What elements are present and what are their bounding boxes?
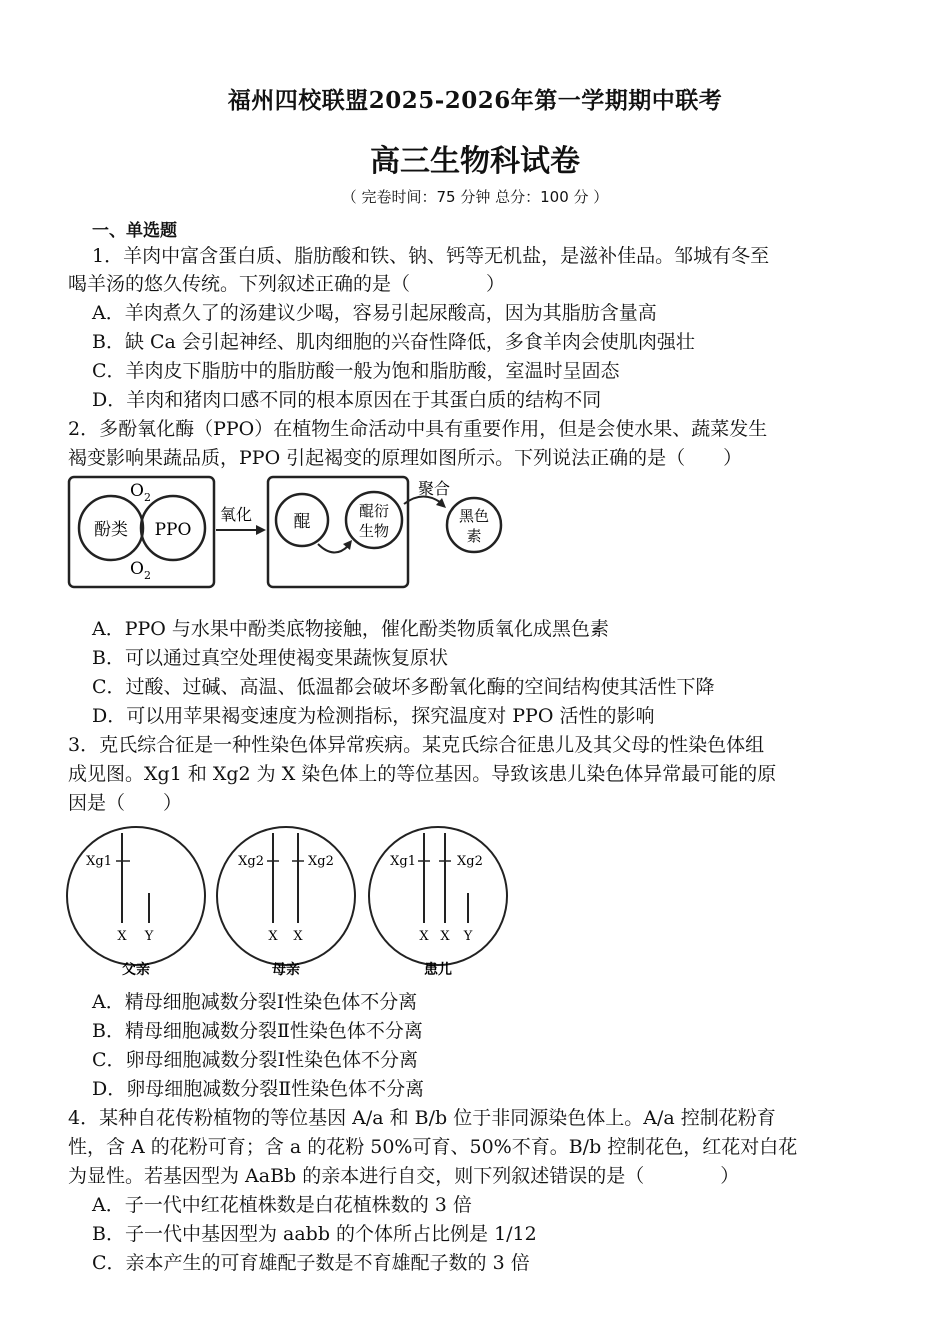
q3-option-a: A．精母细胞减数分裂Ⅰ性染色体不分离 [92, 991, 418, 1013]
o2-bottom-label: $O_2$ [130, 559, 151, 582]
melanin-label-line1: 黑色 [458, 507, 490, 525]
q2-stem-line1: 2．多酚氧化酶（PPO）在植物生命活动中具有重要作用，但是会使水果、蔬菜发生 [68, 418, 768, 440]
q3-stem-line3: 因是（ ） [68, 792, 183, 814]
father-x-label: X [117, 929, 127, 944]
child-label: 患儿 [424, 962, 452, 978]
q4-stem-line2: 性，含 A 的花粉可育；含 a 的花粉 50%可育、50%不育。B/b 控制花色，红花对白花 [68, 1136, 798, 1158]
mother-cell [217, 827, 355, 965]
quinone-label: 醌 [293, 512, 311, 532]
q3-stem-line1: 3．克氏综合征是一种性染色体异常疾病。某克氏综合征患儿及其父母的性染色体组 [68, 734, 765, 756]
q3-option-b: B．精母细胞减数分裂Ⅱ性染色体不分离 [92, 1020, 423, 1042]
oxidize-label: 氧化 [219, 505, 253, 524]
q1-stem-line1: 1．羊肉中富含蛋白质、脂肪酸和铁、钠、钙等无机盐，是滋补佳品。邹城有冬至 [92, 245, 770, 267]
q2-option-b: B．可以通过真空处理使褐变果蔬恢复原状 [92, 647, 448, 669]
exam-time-score-info: （ 完卷时间：75 分钟 总分：100 分 ） [341, 188, 609, 206]
polymerize-label: 聚合 [417, 479, 451, 498]
q1-option-d: D．羊肉和猪肉口感不同的根本原因在于其蛋白质的结构不同 [92, 389, 602, 411]
exam-header-title: 福州四校联盟2025-2026年第一学期期中联考 [227, 87, 723, 114]
derivative-label-line1: 醌衍 [358, 502, 390, 520]
q4-stem-line1: 4．某种自花传粉植物的等位基因 A/a 和 B/b 位于非同源染色体上。A/a 控制花粉育 [68, 1107, 776, 1129]
q3-stem-line2: 成见图。Xg1 和 Xg2 为 X 染色体上的等位基因。导致该患儿染色体异常最可能的原 [68, 763, 777, 785]
father-label: 父亲 [122, 962, 150, 978]
mother-label: 母亲 [272, 962, 300, 978]
q1-option-b: B．缺 Ca 会引起神经、肌肉细胞的兴奋性降低，多食羊肉会使肌肉强壮 [92, 331, 695, 353]
q2-option-d: D．可以用苹果褐变速度为检测指标，探究温度对 PPO 活性的影响 [92, 705, 655, 727]
sex-chromosome-diagram [64, 818, 514, 980]
child-y-label: Y [463, 929, 473, 944]
child-x-label-2: X [440, 929, 450, 944]
ppo-browning-diagram [66, 472, 516, 592]
child-x-label-1: X [419, 929, 429, 944]
child-xg2-label: Xg2 [457, 854, 483, 869]
mother-x-label-1: X [268, 929, 278, 944]
q4-stem-line3: 为显性。若基因型为 AaBb 的亲本进行自交，则下列叙述错误的是（ ） [68, 1165, 740, 1187]
melanin-label-line2: 素 [466, 527, 482, 545]
q2-option-c: C．过酸、过碱、高温、低温都会破坏多酚氧化酶的空间结构使其活性下降 [92, 676, 715, 698]
quinone-to-derivative-arrow [318, 544, 348, 553]
child-xg1-label: Xg1 [390, 854, 416, 869]
q3-option-d: D．卵母细胞减数分裂Ⅱ性染色体不分离 [92, 1078, 425, 1100]
q4-option-a: A．子一代中红花植株数是白花植株数的 3 倍 [92, 1194, 472, 1216]
q1-option-c: C．羊肉皮下脂肪中的脂肪酸一般为饱和脂肪酸，室温时呈固态 [92, 360, 620, 382]
oxidize-arrowhead [256, 525, 266, 535]
derivative-label-line2: 生物 [358, 522, 390, 540]
q4-option-c: C．亲本产生的可育雄配子数是不育雄配子数的 3 倍 [92, 1252, 530, 1274]
q2-stem-line2: 褐变影响果蔬品质，PPO 引起褐变的原理如图所示。下列说法正确的是（ ） [68, 447, 743, 469]
mother-x-label-2: X [293, 929, 303, 944]
q1-stem-line2: 喝羊汤的悠久传统。下列叙述正确的是（ ） [68, 273, 506, 295]
q3-option-c: C．卵母细胞减数分裂Ⅰ性染色体不分离 [92, 1049, 419, 1071]
father-xg1-label: Xg1 [86, 854, 112, 869]
phenol-label: 酚类 [94, 520, 128, 540]
ppo-label: PPO [154, 520, 192, 540]
exam-subject-title: 高三生物科试卷 [370, 144, 580, 179]
q1-option-a: A．羊肉煮久了的汤建议少喝，容易引起尿酸高，因为其脂肪含量高 [92, 302, 657, 324]
mother-xg2-label-left: Xg2 [238, 854, 264, 869]
child-cell [369, 827, 507, 965]
section-heading: 一、单选题 [92, 221, 177, 241]
o2-top-label: $O_2$ [130, 481, 151, 504]
father-cell [67, 827, 205, 965]
father-y-label: Y [144, 929, 154, 944]
q2-option-a: A．PPO 与水果中酚类底物接触，催化酚类物质氧化成黑色素 [92, 618, 609, 640]
q4-option-b: B．子一代中基因型为 aabb 的个体所占比例是 1/12 [92, 1223, 537, 1245]
mother-xg2-label-right: Xg2 [308, 854, 334, 869]
